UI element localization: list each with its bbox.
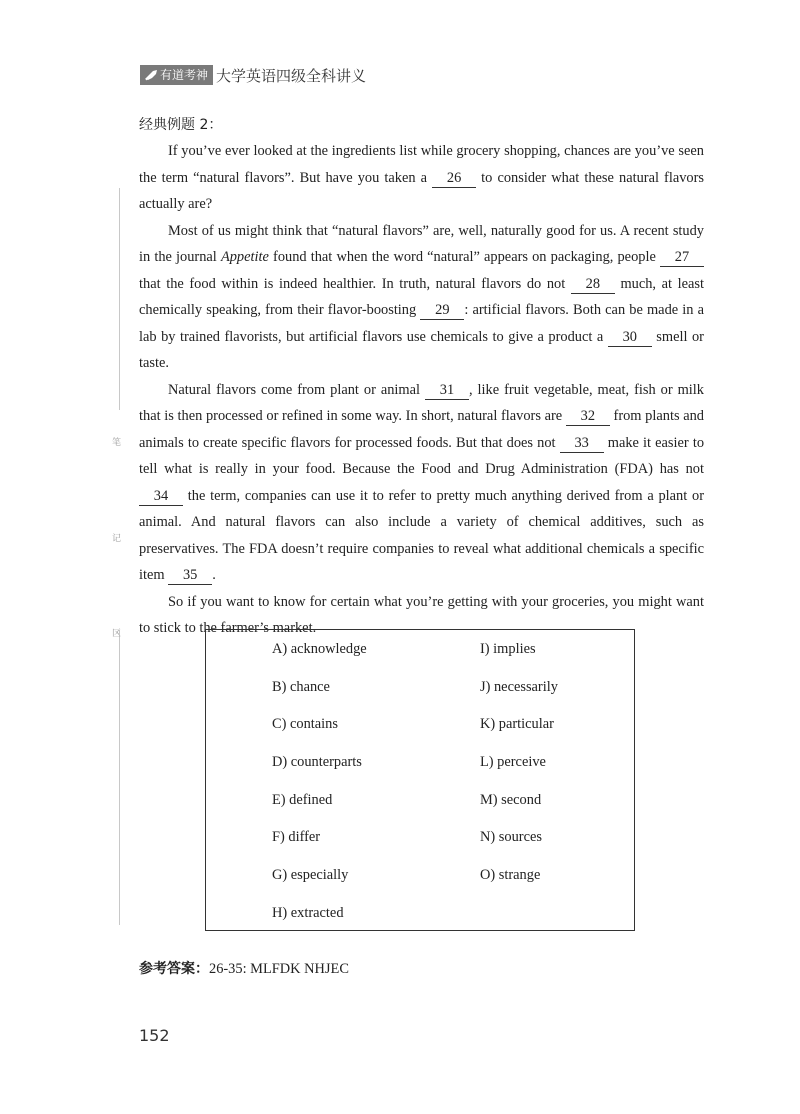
option-c: C) contains	[272, 716, 338, 732]
answer-label: 参考答案：	[139, 961, 209, 977]
example-title: 经典例题 2：	[139, 117, 223, 133]
option-m: M) second	[480, 792, 542, 808]
blank-33: 33	[560, 434, 604, 453]
blank-30: 30	[608, 328, 652, 347]
page-number: 152	[139, 1026, 170, 1045]
option-l: L) perceive	[480, 754, 546, 770]
paragraph-3: Natural flavors come from plant or animal 31 , like fruit vegetable, meat, fish or milk that is then processed or refined in some way. In short, natural flavors are 32 from plants and animals to create specific flavors for processed foods. But that does not 33 make it easier to tell what is really in your food. Because the Food and Drug Administration (FDA) has not 34 the term, companies can use it to refer to pretty much anything derived from a plant or animal. And natural flavors can also include a variety of chemical additives, such as preservatives. The FDA doesn’t require companies to reveal what additional chemicals a specific item 35 .	[139, 381, 705, 583]
answer-value: 26-35: MLFDK NHJEC	[209, 961, 349, 977]
option-a: A) acknowledge	[272, 641, 367, 657]
option-k: K) particular	[480, 716, 554, 732]
rocket-icon	[144, 69, 158, 81]
brand-name: 有道考神	[160, 68, 209, 82]
margin-label: 记	[112, 534, 122, 544]
blank-34: 34	[139, 487, 183, 506]
option-b: B) chance	[272, 679, 330, 695]
option-n: N) sources	[480, 829, 542, 845]
answer-key	[139, 958, 349, 978]
book-title: 大学英语四级全科讲义	[216, 66, 367, 85]
blank-35: 35	[168, 566, 212, 585]
blank-31: 31	[425, 381, 469, 400]
option-f: F) differ	[272, 829, 321, 845]
paragraph-1: If you’ve ever looked at the ingredients list while grocery shopping, chances are you’ve seen the term “natural flavors”. But have you taken a 26 to consider what these natural flavors actually are?	[139, 143, 704, 212]
option-d: D) counterparts	[272, 754, 362, 770]
margin-label: 笔	[112, 438, 122, 448]
blank-27: 27	[660, 248, 704, 267]
word-bank-box	[205, 629, 635, 931]
margin-label: 区	[112, 629, 122, 639]
margin-rule-top	[119, 188, 120, 410]
option-j: J) necessarily	[480, 679, 558, 695]
blank-26: 26	[432, 169, 476, 188]
margin-rule-bottom	[119, 630, 120, 925]
brand-badge	[140, 65, 213, 85]
blank-28: 28	[571, 275, 615, 294]
option-i: I) implies	[480, 641, 536, 657]
page-header	[140, 64, 366, 86]
paragraph-2: Most of us might think that “natural flavors” are, well, naturally good for us. A recent study in the journal Appetite found that when the word “natural” appears on packaging, people 27 that the food within is indeed healthier. In truth, natural flavors do not 28 much, at least chemically speaking, from their flavor-boosting 29 : artificial flavors. Both can be made in a lab by trained flavorists, but artificial flavors use chemicals to give a product a 30 smell or taste.	[139, 222, 705, 371]
option-h: H) extracted	[272, 905, 344, 921]
journal-name: Appetite	[220, 249, 269, 265]
passage-content	[139, 112, 704, 642]
blank-32: 32	[566, 407, 610, 426]
option-e: E) defined	[272, 792, 333, 808]
option-o: O) strange	[480, 867, 541, 883]
blank-29: 29	[420, 301, 464, 320]
paragraph-4: So if you want to know for certain what you’re getting with your groceries, you might want to stick to the farmer’s market.	[139, 593, 704, 636]
option-g: G) especially	[272, 867, 349, 883]
